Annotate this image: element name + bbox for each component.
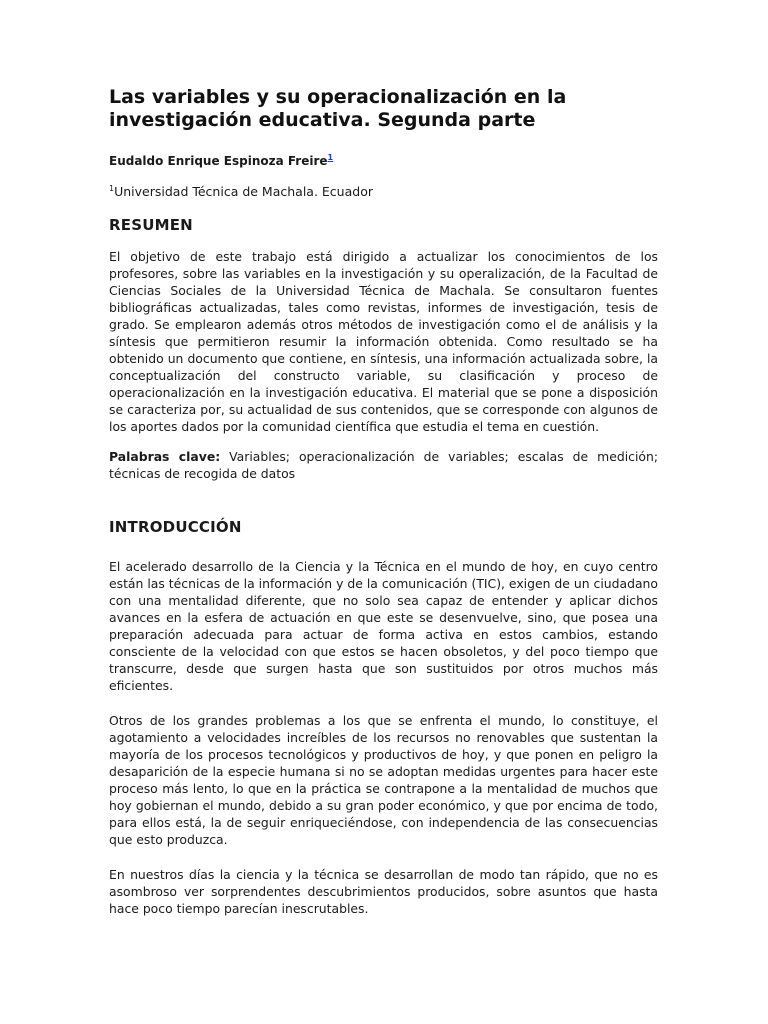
intro-paragraph: El acelerado desarrollo de la Ciencia y la Técnica en el mundo de hoy, en cuyo centro están las técnicas de la información y de la comunicación (TIC), exigen de un ciudadano con una mentalidad diferente, que no solo sea capaz de entender y aplicar dichos avances en la esfera de actuación en que este se desenvuelve, sino, que posea una preparación adecuada para actuar de forma activa en estos cambios, estando consciente de la velocidad con que estos se hacen obsoletos, y del poco tiempo que transcurre, desde que surgen hasta que son sustituidos por otros muchos más eficientes. [109,559,658,693]
keywords-label: Palabras clave: [109,449,221,464]
intro-paragraph: En nuestros días la ciencia y la técnica se desarrollan de modo tan rápido, que no es asombroso ver sorprendentes descubrimientos producidos, sobre asuntos que hasta hace poco tiempo parecían inescrutables. [109,867,658,916]
author-footnote-ref [328,153,334,162]
affiliation-ref: 1 [109,183,115,193]
intro-paragraph: Otros de los grandes problemas a los que se enfrenta el mundo, lo constituye, el agotamiento a velocidades increíbles de los recursos no renovables que sustentan la mayoría de los procesos tecnológicos y productivos de hoy, y que ponen en peligro la desaparición de la especie humana si no se adoptan medidas urgentes para hacer este proceso más lento, lo que en la práctica se contrapone a la mentalidad de muchos que hoy gobiernan el mundo, debido a su gran poder económico, y que por encima de todo, para ellos está, la de seguir enriqueciéndose, con independencia de las consecuencias que esto produzca. [109,713,658,847]
affiliation-line [109,184,658,200]
author-line [109,153,658,169]
keywords-line [109,448,658,482]
resumen-heading: RESUMEN [109,216,193,234]
author-name: Eudaldo Enrique Espinoza Freire [109,154,328,168]
author-affiliation-link[interactable]: 1 [327,153,334,162]
abstract-text: El objetivo de este trabajo está dirigido a actualizar los conocimientos de los profesores, sobre las variables en la investigación y su operalización, de la Facultad de Ciencias Sociales de la Universidad Técnica de Machala. Se consultaron fuentes bibliográficas actualizadas, tales como revistas, informes de investigación, tesis de grado. Se emplearon además otros métodos de investigación como el de análisis y la síntesis que permitieron resumir la información obtenida. Como resultado se ha obtenido un documento que contiene, en síntesis, una información actualizada sobre, la conceptualización del constructo variable, su clasificación y proceso de operacionalización en la investigación educativa. El material que se pone a disposición se caracteriza por, su actualidad de sus contenidos, que se corresponde con algunos de los aportes dados por la comunidad científica que estudia el tema en cuestión. [109,249,658,434]
document-page [109,86,658,935]
keywords-text: Variables; operacionalización de variables; escalas de medición; técnicas de recogida de datos [109,449,658,481]
introduccion-heading: INTRODUCCIÓN [109,518,242,536]
article-title: Las variables y su operacionalización en la investigación educativa. Segunda parte [109,86,567,131]
affiliation-name: Universidad Técnica de Machala. Ecuador [114,184,373,199]
